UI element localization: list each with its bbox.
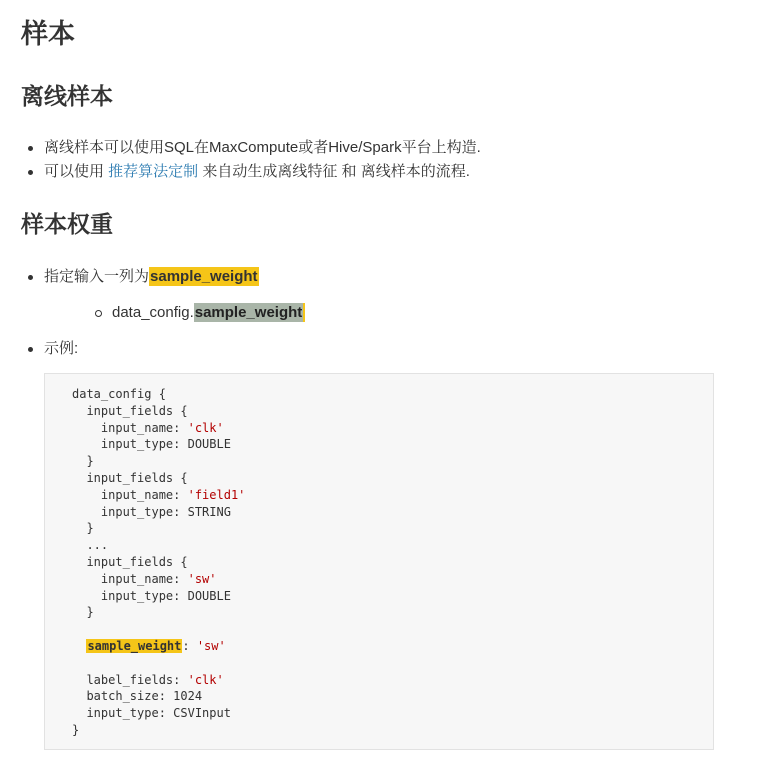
- code-line: input_fields {: [72, 470, 188, 485]
- list-item: [0, 337, 305, 361]
- code-line: input_name: 'field1': [72, 487, 246, 502]
- code-line: ...: [72, 538, 109, 553]
- code-content: [72, 386, 245, 739]
- code-string: 'sw': [196, 638, 226, 653]
- code-line: input_fields {: [72, 403, 188, 418]
- section-heading-sample-weight: 样本权重: [21, 211, 113, 237]
- code-string: 'field1': [187, 487, 246, 502]
- code-line: input_name: 'sw': [72, 571, 217, 586]
- code-line: }: [72, 454, 94, 469]
- code-line: [72, 655, 245, 672]
- code-line: [72, 621, 245, 638]
- code-line: batch_size: 1024: [72, 689, 203, 704]
- section-heading-offline-samples: 离线样本: [21, 83, 113, 109]
- list-item: [0, 160, 481, 184]
- code-line: sample_weight: 'sw': [87, 638, 226, 653]
- sub-list-item: [44, 301, 305, 325]
- code-line: data_config {: [72, 387, 166, 401]
- sample-weight-highlight: sample_weight: [150, 268, 258, 285]
- code-line: input_type: CSVInput: [72, 706, 231, 721]
- code-line: input_name: 'clk': [72, 420, 224, 435]
- code-string: 'clk': [187, 672, 224, 687]
- list-item-text: 离线样本可以使用SQL在MaxCompute或者Hive/Spark平台上构造.: [44, 139, 481, 156]
- list-item: [0, 136, 481, 160]
- code-line: input_type: DOUBLE: [72, 437, 231, 452]
- code-line: }: [72, 605, 94, 620]
- offline-samples-list: [0, 136, 481, 184]
- code-line: }: [72, 722, 80, 737]
- list-item-prefix: 指定输入一列为: [44, 268, 150, 285]
- code-line: input_fields {: [72, 554, 188, 569]
- code-line: input_type: STRING: [72, 504, 231, 519]
- code-string: 'sw': [187, 571, 217, 586]
- sample-weight-sublist: [44, 301, 305, 325]
- code-line: }: [72, 521, 94, 536]
- sub-list-item-prefix: data_config.: [112, 304, 194, 321]
- code-line: input_type: DOUBLE: [72, 588, 231, 603]
- sample-weight-list: [0, 265, 305, 361]
- code-string: 'clk': [187, 420, 224, 435]
- list-item-text: 示例:: [44, 340, 79, 357]
- list-item: [0, 265, 305, 325]
- page-title: 样本: [21, 19, 75, 49]
- list-item-suffix: 来自动生成离线特征 和 离线样本的流程.: [198, 163, 470, 180]
- recommendation-customization-link[interactable]: 推荐算法定制: [108, 163, 199, 180]
- code-sample-weight-highlight: sample_weight: [87, 638, 182, 653]
- code-line: label_fields: 'clk': [72, 672, 224, 687]
- data-config-sample-weight-highlight: sample_weight: [194, 303, 306, 322]
- list-item-prefix: 可以使用: [44, 163, 109, 180]
- code-block[interactable]: [44, 373, 714, 750]
